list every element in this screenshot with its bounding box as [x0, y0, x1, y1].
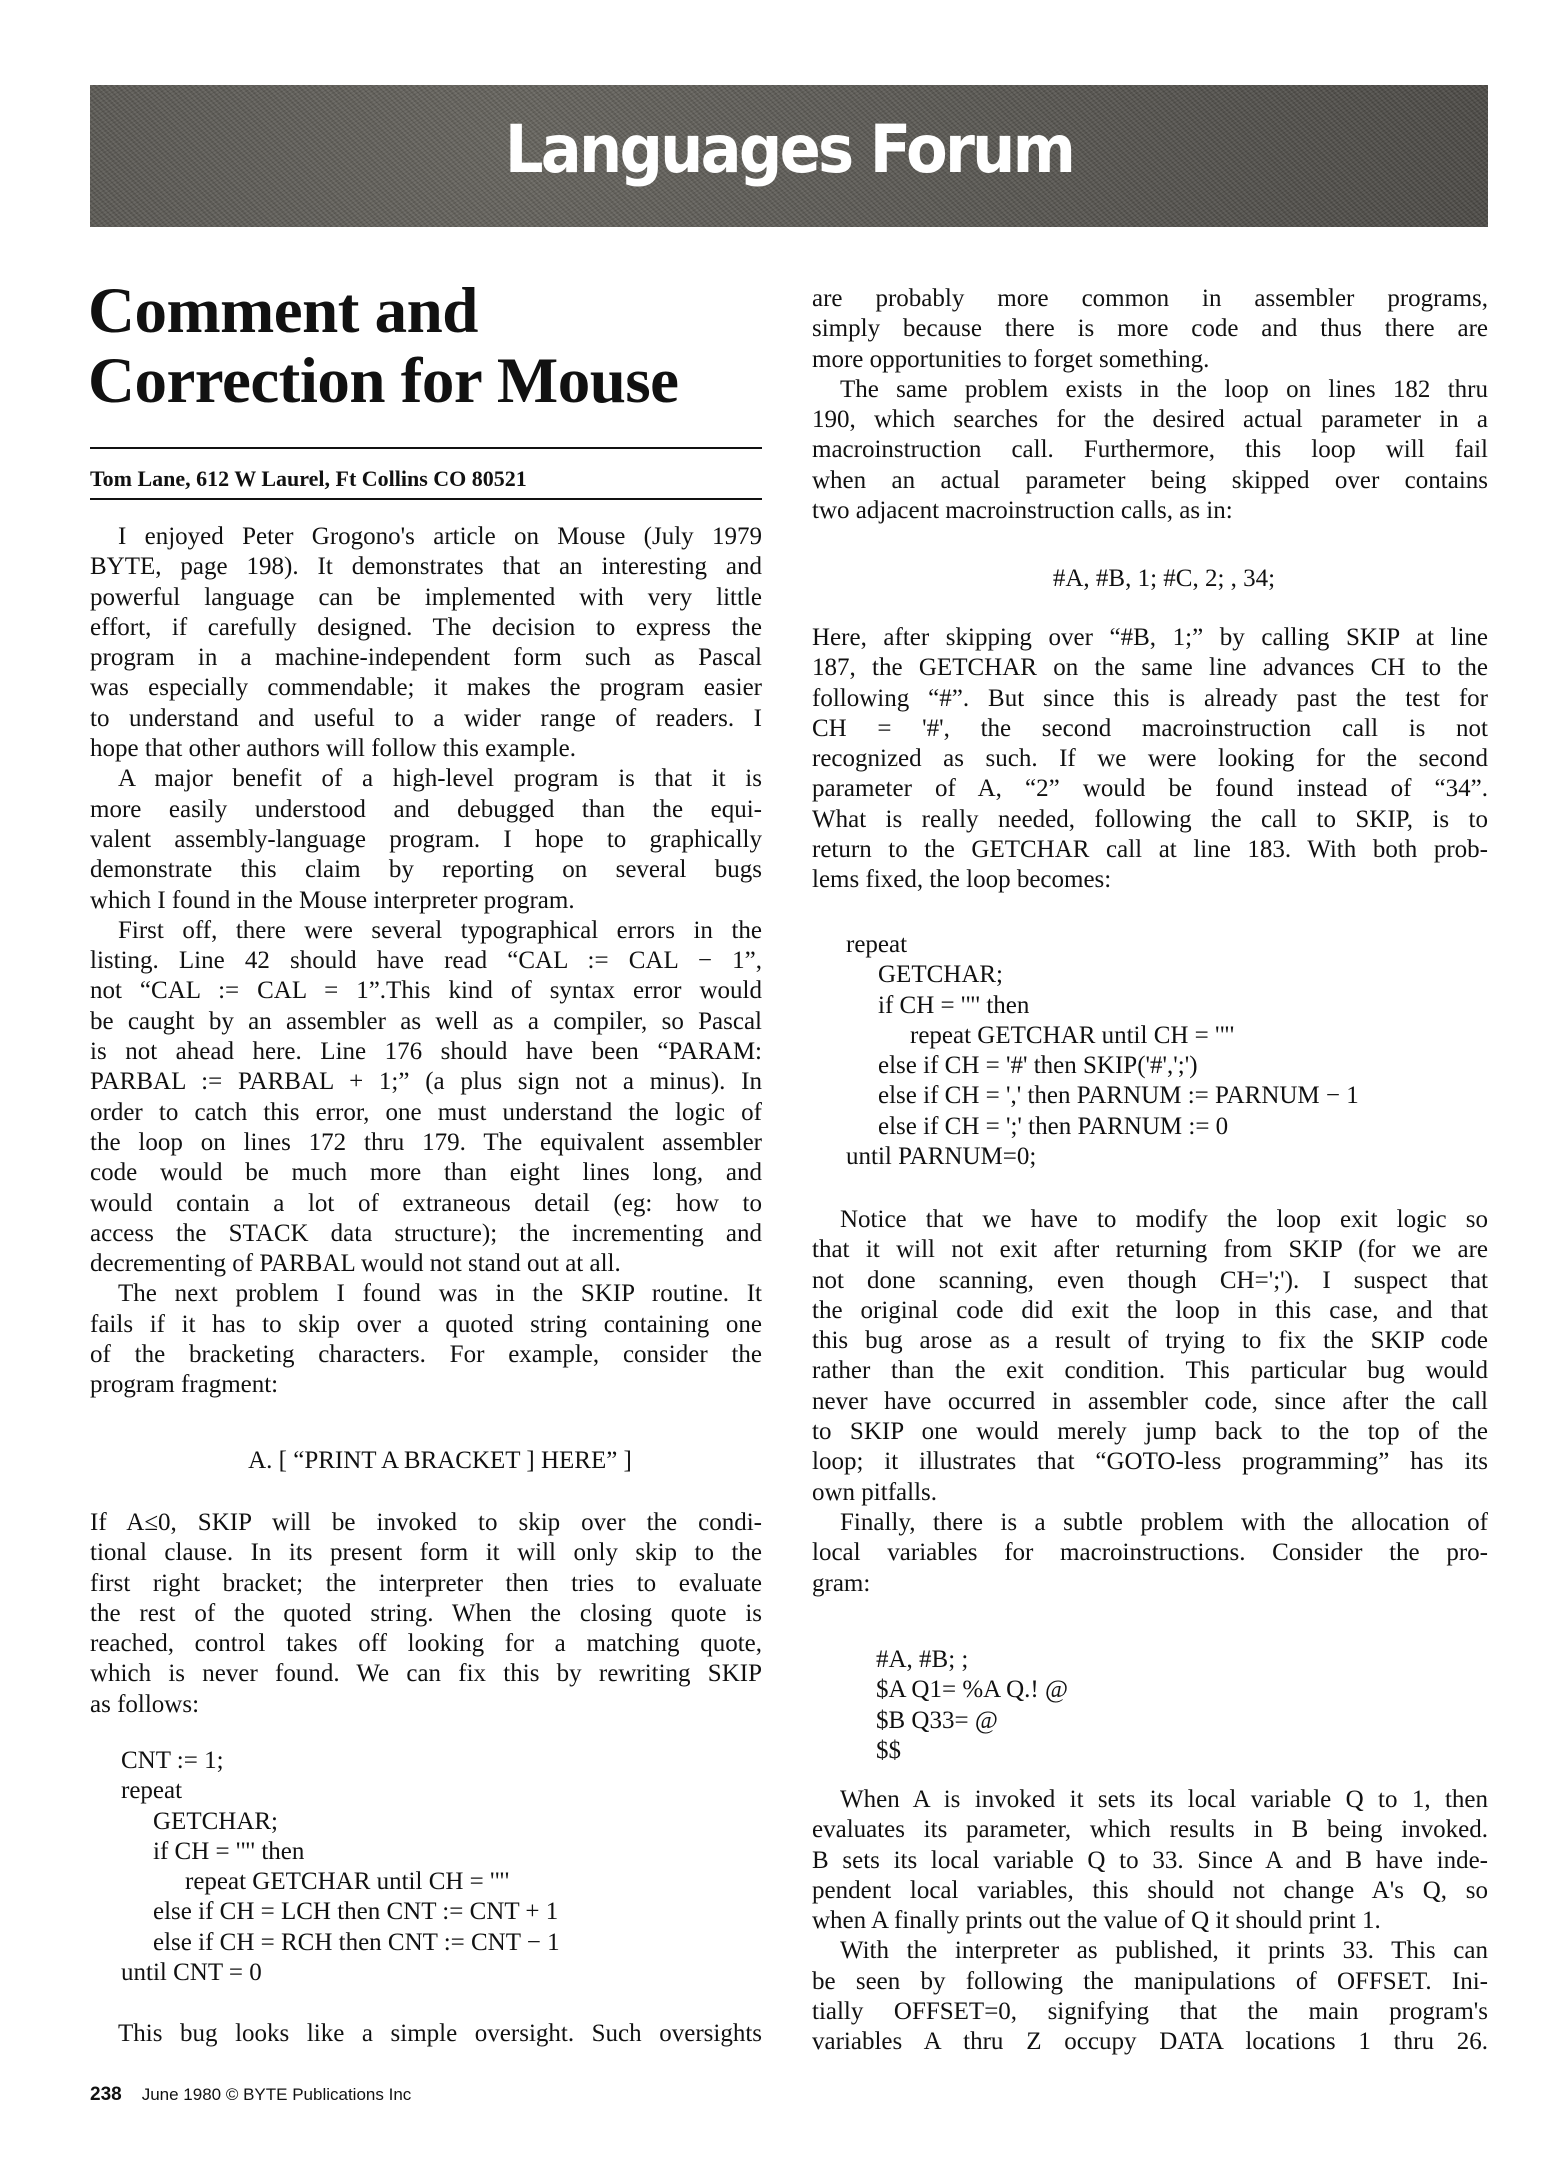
code-line: repeat GETCHAR until CH = '"'	[185, 1868, 510, 1896]
macro-program	[876, 1645, 1550, 1766]
text-line: What is really needed, following the call to SKIP, is to	[812, 805, 1488, 833]
text-line: fails if it has to skip over a quoted string containing one	[90, 1310, 762, 1338]
text-line: not “CAL := CAL = 1”.This kind of syntax error would	[90, 977, 762, 1005]
text-line: the original code did exit the loop in this case, and that	[812, 1296, 1488, 1324]
body-text	[90, 2019, 762, 2049]
code-line: if CH = '"' then	[153, 1837, 305, 1865]
text-line: The same problem exists in the loop on lines 182 thru	[840, 375, 1488, 403]
paragraph	[812, 623, 1488, 896]
text-line: this bug arose as a result of trying to fix the SKIP code	[812, 1327, 1488, 1355]
section-banner	[90, 85, 1488, 227]
text-line: as follows:	[90, 1690, 200, 1718]
body-text	[812, 1205, 1488, 1599]
text-line: CH = '#', the second macroinstruction call is not	[812, 714, 1488, 742]
paragraph	[90, 764, 762, 915]
article-title	[88, 276, 679, 416]
text-line: decrementing of PARBAL would not stand out at all.	[90, 1250, 621, 1278]
text-line: pendent local variables, this should not change A's Q, so	[812, 1876, 1488, 1904]
text-line: This bug looks like a simple oversight. Such oversights	[118, 2020, 762, 2047]
text-line: local variables for macroinstructions. Consider the pro-	[812, 1539, 1488, 1567]
text-line: First off, there were several typographical errors in the	[118, 916, 762, 944]
text-line: program fragment:	[90, 1371, 279, 1399]
text-line: be caught by an assembler as well as a compiler, so Pascal	[90, 1007, 762, 1035]
text-line: parameter of A, “2” would be found instead of “34”.	[812, 775, 1488, 803]
code-line: $A Q1= %A Q.! @	[876, 1676, 1068, 1704]
text-line: BYTE, page 198). It demonstrates that an interesting and	[90, 553, 762, 581]
text-line: following “#”. But since this is already past the test for	[812, 684, 1488, 712]
body-text	[812, 623, 1488, 896]
text-line: gram:	[812, 1569, 871, 1597]
code-listing	[846, 930, 1522, 1172]
body-text	[90, 522, 762, 1401]
title-line-1: Comment and	[88, 275, 478, 347]
body-text	[812, 1785, 1488, 2058]
page-number: 238	[90, 2084, 122, 2105]
paragraph	[90, 1508, 762, 1720]
text-line: two adjacent macroinstruction calls, as in:	[812, 497, 1233, 525]
text-line: more opportunities to forget something.	[812, 345, 1210, 373]
text-line: simply because there is more code and thus there are	[812, 315, 1488, 343]
text-line: to understand and useful to a wider range of readers. I	[90, 704, 762, 732]
footer-credit: June 1980 © BYTE Publications Inc	[141, 2085, 412, 2104]
code-line: else if CH = ',' then PARNUM := PARNUM − 1	[878, 1082, 1359, 1110]
text-line: would contain a lot of extraneous detail (eg: how to	[90, 1189, 762, 1217]
paragraph	[812, 564, 1488, 594]
text-line: Finally, there is a subtle problem with the allocation of	[840, 1508, 1488, 1536]
text-line: is not ahead here. Line 176 should have been “PARAM:	[90, 1038, 762, 1066]
paragraph	[90, 1279, 762, 1400]
paragraph	[812, 1508, 1488, 1599]
text-line: was especially commendable; it makes the program easier	[90, 674, 762, 702]
paragraph	[812, 1936, 1488, 2057]
code-listing	[121, 1746, 793, 1988]
text-line: rather than the exit condition. This particular bug would	[812, 1357, 1488, 1385]
code-line: CNT := 1;	[121, 1747, 224, 1774]
text-line: when A finally prints out the value of Q it should print 1.	[812, 1907, 1381, 1935]
code-line: until PARNUM=0;	[846, 1143, 1037, 1171]
code-block	[876, 1645, 1550, 1766]
body-text	[812, 284, 1488, 526]
divider	[90, 447, 762, 449]
text-line: 187, the GETCHAR on the same line advances CH to the	[812, 654, 1488, 682]
divider	[90, 498, 762, 500]
code-fragment	[90, 1446, 762, 1476]
text-line: reached, control takes off looking for a matching quote,	[90, 1630, 762, 1658]
text-line: are probably more common in assembler programs,	[812, 285, 1488, 312]
text-line: be seen by following the manipulations of OFFSET. Ini-	[812, 1967, 1488, 1995]
text-line: return to the GETCHAR call at line 183. With both prob-	[812, 836, 1488, 864]
text-line: that it will not exit after returning from SKIP (for we are	[812, 1236, 1488, 1264]
code-block	[121, 1746, 793, 1988]
text-line: effort, if carefully designed. The decision to express the	[90, 613, 762, 641]
text-line: When A is invoked it sets its local variable Q to 1, then	[840, 1786, 1488, 1813]
code-line: repeat	[846, 931, 908, 958]
code-line: else if CH = LCH then CNT := CNT + 1	[153, 1898, 559, 1926]
code-line: repeat GETCHAR until CH = '"'	[910, 1021, 1235, 1049]
code-example	[812, 564, 1488, 594]
banner-title: Languages Forum	[504, 111, 1074, 188]
code-line: if CH = '"' then	[878, 991, 1030, 1019]
text-line: recognized as such. If we were looking for the second	[812, 745, 1488, 773]
text-line: when an actual parameter being skipped over contains	[812, 466, 1488, 494]
title-line-2: Correction for Mouse	[88, 345, 679, 417]
text-line: #A, #B, 1; #C, 2; , 34;	[1052, 565, 1276, 592]
text-line: If A≤0, SKIP will be invoked to skip over the condi-	[90, 1509, 762, 1536]
paragraph	[90, 2019, 762, 2049]
code-block	[846, 930, 1522, 1172]
text-line: tially OFFSET=0, signifying that the main program's	[812, 1998, 1488, 2026]
text-line: tional clause. In its present form it will only skip to the	[90, 1539, 762, 1567]
text-line: order to catch this error, one must understand the logic of	[90, 1098, 762, 1126]
text-line: powerful language can be implemented with very little	[90, 583, 762, 611]
text-line: to SKIP one would merely jump back to the top of the	[812, 1418, 1488, 1446]
text-line: loop; it illustrates that “GOTO-less programming” has its	[812, 1448, 1488, 1476]
code-line: else if CH = RCH then CNT := CNT − 1	[153, 1928, 560, 1956]
text-line: first right bracket; the interpreter then tries to evaluate	[90, 1569, 762, 1597]
paragraph	[90, 522, 762, 764]
text-line: the rest of the quoted string. When the closing quote is	[90, 1599, 762, 1627]
text-line: which I found in the Mouse interpreter program.	[90, 886, 575, 914]
text-line: program in a machine-independent form such as Pascal	[90, 644, 762, 672]
text-line: A major benefit of a high-level program is that it is	[118, 765, 762, 793]
text-line: The next problem I found was in the SKIP routine. It	[118, 1280, 762, 1308]
text-line: hope that other authors will follow this example.	[90, 735, 577, 763]
text-line: own pitfalls.	[812, 1478, 937, 1506]
text-line: B sets its local variable Q to 33. Since A and B have inde-	[812, 1846, 1488, 1874]
text-line: demonstrate this claim by reporting on several bugs	[90, 856, 762, 884]
text-line: not done scanning, even though CH=';'). I suspect that	[812, 1266, 1488, 1294]
paragraph	[90, 916, 762, 1280]
code-line: GETCHAR;	[153, 1807, 278, 1835]
text-line: Notice that we have to modify the loop exit logic so	[840, 1206, 1488, 1233]
text-line: evaluates its parameter, which results in B being invoked.	[812, 1816, 1488, 1844]
paragraph	[812, 1785, 1488, 1936]
text-line: of the bracketing characters. For example, consider the	[90, 1341, 762, 1369]
author-byline: Tom Lane, 612 W Laurel, Ft Collins CO 80521	[90, 466, 527, 491]
text-line: macroinstruction call. Furthermore, this loop will fail	[812, 436, 1488, 464]
code-line: else if CH = '#' then SKIP('#',';')	[878, 1052, 1198, 1080]
page-footer	[90, 2084, 411, 2106]
text-line: the loop on lines 172 thru 179. The equivalent assembler	[90, 1128, 762, 1156]
code-line: GETCHAR;	[878, 961, 1003, 989]
body-text	[90, 1508, 762, 1720]
code-line: repeat	[121, 1777, 183, 1805]
text-line: access the STACK data structure); the incrementing and	[90, 1219, 762, 1247]
text-line: 190, which searches for the desired actual parameter in a	[812, 406, 1488, 434]
code-line: $B Q33= @	[876, 1706, 998, 1734]
paragraph	[90, 1446, 762, 1476]
code-line: until CNT = 0	[121, 1959, 262, 1987]
text-line: A. [ “PRINT A BRACKET ] HERE” ]	[248, 1447, 632, 1474]
text-line: never have occurred in assembler code, since after the call	[812, 1387, 1488, 1415]
text-line: listing. Line 42 should have read “CAL := CAL − 1”,	[90, 947, 762, 975]
paragraph	[812, 284, 1488, 375]
text-line: I enjoyed Peter Grogono's article on Mouse (July 1979	[118, 523, 762, 550]
text-line: more easily understood and debugged than the equi-	[90, 795, 762, 823]
paragraph	[812, 1205, 1488, 1508]
text-line: valent assembly-language program. I hope to graphically	[90, 825, 762, 853]
paragraph	[812, 375, 1488, 526]
text-line: code would be much more than eight lines long, and	[90, 1159, 762, 1187]
text-line: PARBAL := PARBAL + 1;” (a plus sign not a minus). In	[90, 1068, 762, 1096]
code-line: $$	[876, 1736, 901, 1764]
code-line: else if CH = ';' then PARNUM := 0	[878, 1112, 1229, 1140]
text-line: Here, after skipping over “#B, 1;” by calling SKIP at line	[812, 624, 1488, 651]
text-line: With the interpreter as published, it prints 33. This can	[840, 1937, 1488, 1965]
code-line: #A, #B; ;	[876, 1646, 969, 1673]
text-line: variables A thru Z occupy DATA locations 1 thru 26.	[812, 2028, 1488, 2056]
text-line: lems fixed, the loop becomes:	[812, 866, 1112, 894]
text-line: which is never found. We can fix this by rewriting SKIP	[90, 1660, 762, 1688]
